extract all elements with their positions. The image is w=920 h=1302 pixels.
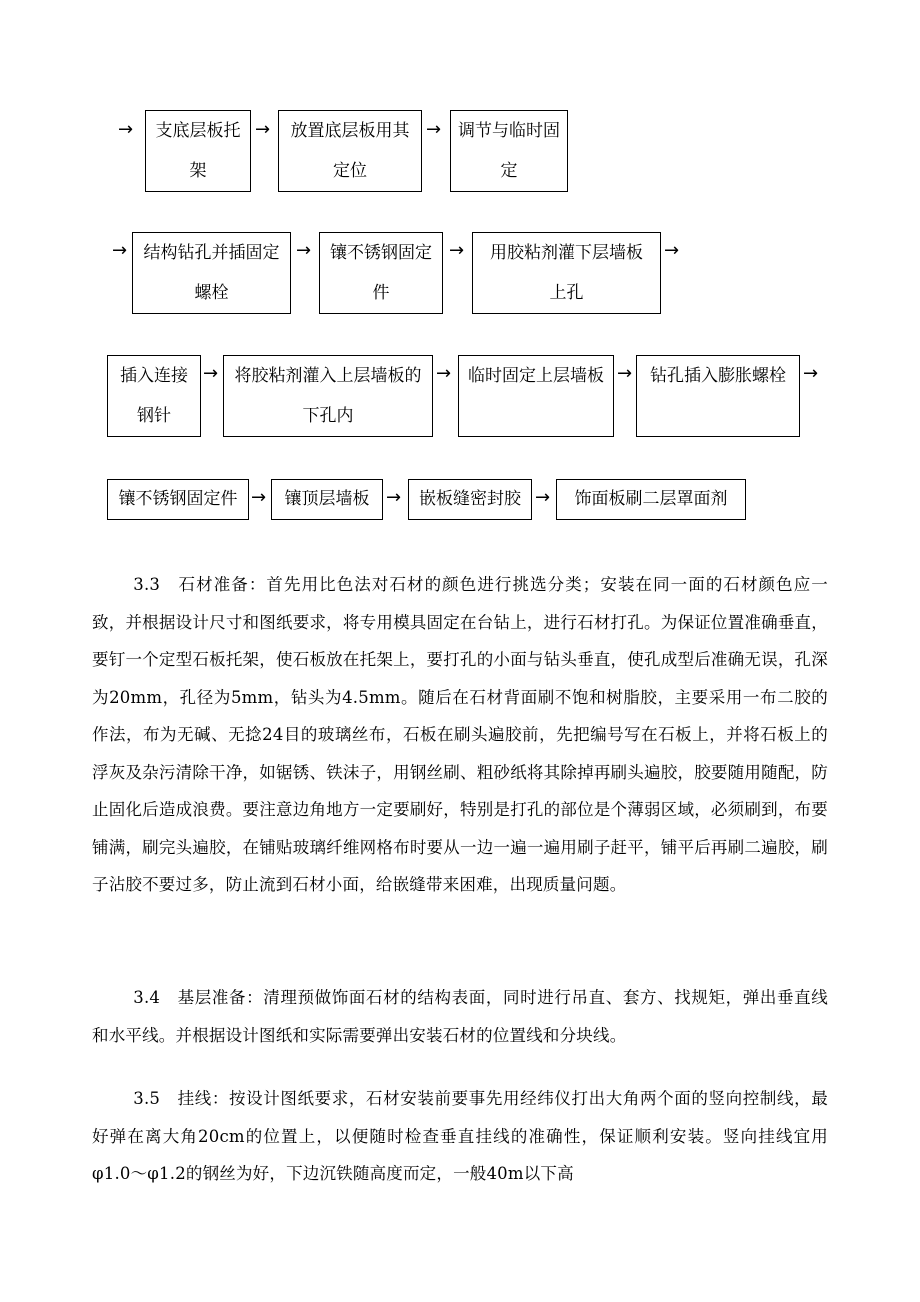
flow-step: 镶不锈钢固定件 [107, 479, 249, 520]
flow-step: 结构钻孔并插固定 螺栓 [132, 232, 291, 314]
flow-arrow: → [296, 240, 312, 261]
flow-arrow: → [255, 119, 271, 140]
flow-arrow: → [386, 487, 402, 508]
flow-arrow: → [436, 363, 452, 384]
flow-arrow: → [803, 363, 819, 384]
flow-arrow: → [112, 240, 128, 261]
flow-arrow: → [449, 240, 465, 261]
flow-arrow: → [118, 119, 134, 140]
flow-step: 临时固定上层墙板 [458, 355, 614, 437]
flow-arrow: → [664, 240, 680, 261]
flow-step: 插入连接 钢针 [107, 355, 201, 437]
flow-step: 用胶粘剂灌下层墙板 上孔 [472, 232, 661, 314]
section-3-3-paragraph: 3.3 石材准备：首先用比色法对石材的颜色进行挑选分类；安装在同一面的石材颜色应一致，并根据设计尺寸和图纸要求，将专用模具固定在台钻上，进行石材打孔。为保证位置准确垂直，要钉一个定型石板托架，使石板放在托架上，要打孔的小面与钻头垂直，使孔成型后准确无误，孔深为20mm，孔径为5mm，钻头为4.5mm。随后在石材背面刷不饱和树脂胶，主要采用一布二胶的作法，布为无碱、无捻24目的玻璃丝布，石板在刷头遍胶前，先把编号写在石板上，并将石板上的浮灰及杂污清除干净，如锯锈、铁沫子，用钢丝刷、粗砂纸将其除掉再刷头遍胶，胶要随用随配，防止固化后造成浪费。要注意边角地方一定要刷好，特别是打孔的部位是个薄弱区域，必须刷到，布要铺满，刷完头遍胶，在铺贴玻璃纤维网格布时要从一边一遍一遍用刷子赶平，铺平后再刷二遍胶，刷子沾胶不要过多，防止流到石材小面，给嵌缝带来困难，出现质量问题。 [92, 575, 828, 894]
flow-arrow: → [426, 119, 442, 140]
flow-step: 镶顶层墙板 [271, 479, 383, 520]
flow-step: 嵌板缝密封胶 [408, 479, 532, 520]
flow-arrow: → [617, 363, 633, 384]
flow-step: 钻孔插入膨胀螺栓 [636, 355, 800, 437]
section-3-4-paragraph: 3.4 基层准备：清理预做饰面石材的结构表面，同时进行吊直、套方、找规矩，弹出垂直线和水平线。并根据设计图纸和实际需要弹出安装石材的位置线和分块线。 [92, 988, 828, 1045]
flow-step: 放置底层板用其 定位 [278, 110, 422, 192]
section-3-5-paragraph: 3.5 挂线：按设计图纸要求，石材安装前要事先用经纬仪打出大角两个面的竖向控制线，最好弹在离大角20cm的位置上，以便随时检查垂直挂线的准确性，保证顺利安装。竖向挂线宜用φ1.0～φ1.2的钢丝为好，下边沉铁随高度而定，一般40m以下高 [92, 1089, 828, 1183]
flow-step: 饰面板刷二层罩面剂 [556, 479, 746, 520]
flow-arrow: → [535, 487, 551, 508]
flow-step: 支底层板托 架 [145, 110, 251, 192]
flow-step: 将胶粘剂灌入上层墙板的 下孔内 [223, 355, 433, 437]
flow-arrow: → [251, 487, 267, 508]
flow-step: 镶不锈钢固定 件 [319, 232, 443, 314]
flow-step: 调节与临时固 定 [450, 110, 568, 192]
flow-arrow: → [203, 363, 219, 384]
